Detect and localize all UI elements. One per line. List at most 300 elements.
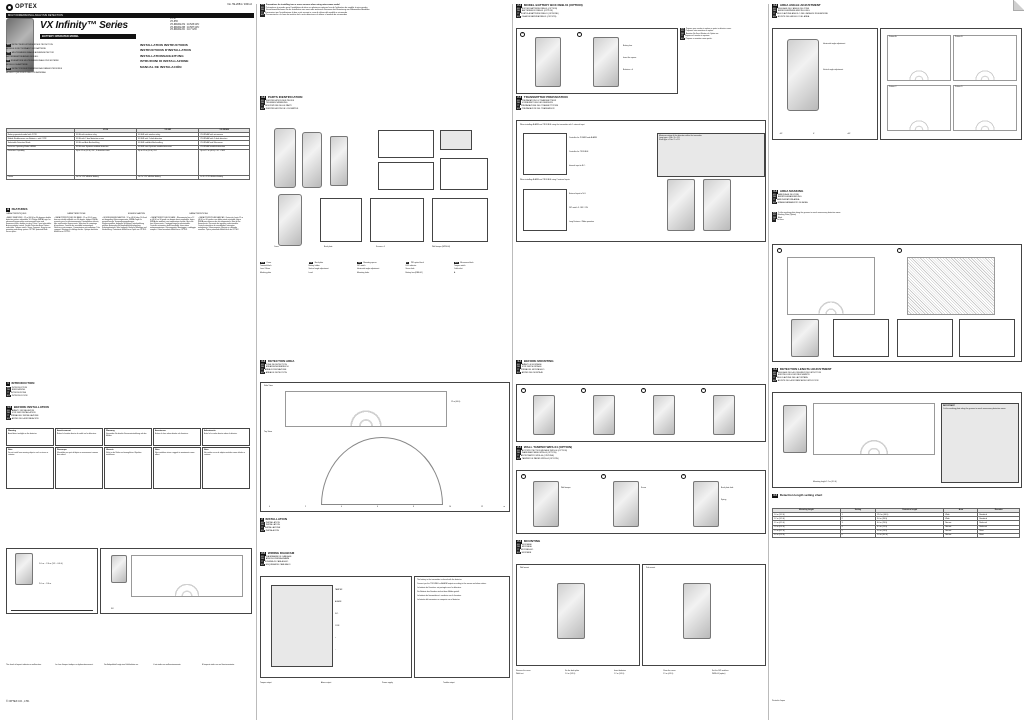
section-wall-tamper bbox=[516, 446, 764, 460]
s34r-sub-1: EINSTELLUNG DER REICHWEITE bbox=[777, 374, 810, 377]
flag-de: DE bbox=[261, 9, 264, 12]
section-3-4r-tag: 3-4 bbox=[773, 367, 778, 372]
flag-es: ES bbox=[517, 551, 520, 554]
bb-note-3: Preparare il monitor in opzione. bbox=[684, 35, 710, 38]
s32r-sub-1: BEREICHSWINKELEINSTELLUNG bbox=[777, 10, 810, 13]
model-note-2: MULTIDIMENSIONALER AUSSENDETEKTOR bbox=[11, 51, 54, 54]
flag-es: ES bbox=[773, 201, 776, 204]
features-col-3: • CARATTERISTICHE DI BASE : Rilevamento fino a 12 m (40 ft) su 90 gradi con doppio fascio regolabile, logica SMDA per ambienti con temperature elevate, filtro anti-luce fluorescente. Conteggio impulsi selezionabile. Controllo automatico della sensibilità. Interruttore antimanomissione. Ultracompatto. Montaggio e cablaggio semplici. Ottica brevettata Multi-Focus OPTEX. bbox=[150, 216, 196, 232]
spec-val: VX-IHR and Anti-Backwalking bbox=[137, 141, 199, 145]
section-2-3-tag: 2-3 bbox=[517, 95, 522, 100]
s33-sub-2: AREA DI RILEVAZIONE bbox=[264, 368, 287, 371]
transmitter-diagram-2 bbox=[523, 189, 567, 231]
battery-box-body bbox=[535, 37, 561, 87]
s32-sub-1: TEILEBESCHREIBUNG bbox=[265, 102, 288, 105]
spec-val: Lo 4 x 1.5V alkaline battery bbox=[137, 175, 199, 179]
part-label-screws: Screws x 4 bbox=[376, 246, 385, 248]
wiring-legend-1: Alarm output bbox=[321, 682, 332, 684]
precautions-title: Precautions for installing two or more sensors when using micro-wave model bbox=[265, 4, 340, 6]
warn-card-title: Avertissement bbox=[57, 430, 71, 432]
note-card-title: Hinweis bbox=[106, 449, 114, 451]
angle-vert-label: Vertical angle adjustment bbox=[823, 69, 844, 71]
range-label: 12 m (40 ft) bbox=[451, 401, 461, 403]
length-height-label: Mounting height 1.2 m (3.9 ft) bbox=[813, 480, 837, 483]
model-1: VX-IHR bbox=[170, 20, 178, 23]
s44-sub-2: PRIMA DEL MONTAGGIO bbox=[520, 368, 545, 371]
pole-mount-figure bbox=[100, 548, 252, 614]
s32r-sub-3: AJUSTE DEL ÁNGULO DEL ÁREA bbox=[777, 15, 810, 18]
s24-sub-0: AUTOPROTECTION MURALE WRS-04 (OPTION) bbox=[521, 449, 567, 452]
flag-de: DE bbox=[261, 558, 264, 561]
optex-logomark bbox=[6, 4, 13, 11]
s32-sub-3: IDENTIFICACIÓN DE LOS PARTES bbox=[265, 107, 299, 110]
step-2-badge: 2 bbox=[577, 32, 582, 37]
lc-cell: Narrow bbox=[944, 521, 978, 525]
flag-it: IT bbox=[7, 414, 9, 417]
note-card-title: Note bbox=[8, 449, 13, 451]
warn-card-title: Avvertenza bbox=[155, 430, 166, 432]
features-col-2: • GRUNDEIGENSCHAFTEN : 12 m (40 ft) über 90 Grad mit doppeltem Erfassungsmuster, SMDA-Logik für anspruchsvolle Temperaturumgebungen, Fluoreszenzfilter, doppelte Schaltung. Impulszählung wählbar. Automatische Empfindlichkeitsregelung. Sabotagekontakt. Sehr kompakt. Einfache Montage und Verdrahtung. Patentierte Multi-Focus Optik von OPTEX. bbox=[102, 216, 147, 232]
legend-item: Tamper switch bbox=[454, 265, 466, 268]
s33r-sub-0: MASQUAGE DE ZONE bbox=[777, 193, 799, 196]
spec-col-2: VX-IHR bbox=[137, 129, 199, 133]
spec-val: VX-IH area Systems enabled detection bbox=[75, 145, 137, 149]
flag-fr: FR bbox=[261, 99, 264, 102]
pattern-b-fan bbox=[953, 35, 1017, 81]
note-card-body: N'installez pas près d'objets en mouvement comme des arbres. bbox=[57, 451, 98, 456]
wiring-legend-0: Tamper output bbox=[260, 682, 272, 684]
flag-it: IT bbox=[773, 219, 775, 222]
detection-pattern-figure bbox=[260, 382, 510, 512]
mask-plate-detail bbox=[833, 319, 889, 357]
pattern-label-b: Pattern B bbox=[955, 36, 963, 38]
brand-name: OPTEX bbox=[15, 4, 38, 10]
s15-sub-1: VOR DER INSTALLATION bbox=[11, 412, 36, 415]
step-badge: 4 bbox=[701, 388, 706, 393]
lc-col-4: Remarks bbox=[978, 509, 1020, 513]
masking-figure bbox=[772, 244, 1022, 362]
battery-label-1: Insert the spacer bbox=[623, 57, 637, 59]
warn-card bbox=[153, 428, 201, 446]
lc-cell: Reduced bbox=[978, 525, 1020, 529]
terminal-5: − bbox=[335, 649, 337, 651]
section-detection-length bbox=[772, 368, 1020, 382]
unit-m: m bbox=[503, 505, 505, 508]
flag-es: ES bbox=[455, 262, 458, 264]
spec-label: Mobile Nordframmen vor Batterie + with 2 PIR bbox=[7, 137, 75, 141]
masking-sub-1: Mask bbox=[777, 216, 783, 219]
mount-height-1: 1.2 m (3.9 ft) bbox=[614, 673, 625, 676]
spec-val: Lo 4 x 1.5V alkaline battery bbox=[199, 175, 250, 179]
part-terminal-block bbox=[378, 162, 434, 190]
s33r-sub-2: MASCHERATURA AREA bbox=[776, 198, 800, 201]
mount-step-2-img bbox=[593, 395, 615, 435]
column-4 bbox=[768, 0, 1024, 724]
tick-4: 8 bbox=[413, 505, 414, 508]
flag-it: IT bbox=[261, 560, 263, 563]
lc-col-1: Setting bbox=[840, 509, 875, 513]
part-dipswitch-detail bbox=[370, 198, 424, 242]
flag-it: IT bbox=[773, 12, 775, 15]
s33-sub-3: ÁREA DE DETECCIÓN bbox=[265, 371, 287, 374]
transmitter-opt-3: External input to N.O. bbox=[569, 193, 587, 195]
part-battery-holder bbox=[440, 130, 472, 150]
part-backplate bbox=[330, 136, 348, 186]
length-chart-table bbox=[772, 508, 1020, 538]
model-note-3: BATTERIEBETRIEBENES MODELL bbox=[6, 55, 39, 58]
model-band: BATTERY OPERATED MODEL bbox=[40, 34, 136, 39]
warn-card-body: Vermeiden Sie direkte Sonneneinstrahlung auf den Melder. bbox=[106, 432, 147, 437]
spec-label: Detection Capability bbox=[7, 149, 75, 175]
section-2-2-title: MODEL BATTERY BOX RBB-01 (OPTION) bbox=[523, 3, 583, 7]
mount-step-1-img bbox=[533, 395, 555, 435]
flag-fr: FR bbox=[517, 449, 520, 452]
mask-cut-detail bbox=[897, 319, 953, 357]
tick-6: 12 bbox=[481, 505, 483, 508]
flag-fr: FR bbox=[261, 363, 264, 366]
flag-it: IT bbox=[517, 104, 519, 107]
wiring-board bbox=[271, 585, 333, 667]
mount-pole-device bbox=[683, 583, 711, 639]
warn-card-body: Evitare la luce solare diretta sul rilevatore. bbox=[155, 432, 189, 435]
section-4-4-tag: 4-4 bbox=[517, 359, 522, 364]
tamper-label-0: Wall tamper bbox=[561, 487, 571, 489]
mounting-legend bbox=[516, 670, 764, 675]
flag-it: IT bbox=[681, 35, 683, 38]
features-col-0: • BASIC FEATURES : 12 m (40 ft) by 90 degrees double detection pattern adjustable, 4-5 Range SMDA Logic for advanced temperature environmental noise and fluorescent filter, double circuitry. Pulse Count selectable. Auto-sensitivity control. Double Detection Area Pattern selectable. Tamper switch. Super Compact. Easy-to-use mounting and wiring system. OPTEX patented Multi-Focus optics. bbox=[6, 216, 52, 234]
flag-es: ES bbox=[7, 394, 10, 397]
bb-note-1: Préparez votre moniteur en option. bbox=[685, 30, 714, 33]
warn-card bbox=[55, 428, 103, 446]
mount-caption-0: Wall mount bbox=[520, 567, 529, 569]
section-2-6-tag: 2-6 bbox=[517, 539, 522, 544]
flag-es: ES bbox=[773, 15, 776, 18]
section-3-3r-tag: 3-3 bbox=[773, 189, 778, 194]
pattern-label-a: Pattern A bbox=[889, 36, 897, 38]
battery-label-3: Batteries x 4 bbox=[623, 69, 633, 71]
tamper-step-badge: 1 bbox=[521, 474, 526, 479]
flag-de: DE bbox=[517, 102, 520, 105]
spec-val: VX-IRDAM and Microwave bbox=[199, 141, 250, 145]
note-card bbox=[6, 447, 54, 489]
tamper-label-3: Spring bbox=[721, 499, 727, 501]
transmitter-opt-2: Internal input to N.C. bbox=[569, 165, 586, 167]
legend-item: Masking plate bbox=[260, 271, 272, 274]
spec-val: VX-IRDAM enabled detection bbox=[199, 145, 250, 149]
model-list bbox=[170, 18, 250, 32]
transmitter-figure bbox=[516, 120, 766, 242]
tick-0: 0 bbox=[269, 505, 270, 508]
parts-legend bbox=[260, 262, 508, 274]
precautions-block bbox=[260, 4, 508, 17]
terminal-0: TAMPER bbox=[335, 589, 343, 591]
flag-en: EN bbox=[261, 4, 264, 6]
flag-it: IT bbox=[517, 454, 519, 457]
spec-val: VX-IH with wireless relay bbox=[75, 133, 137, 137]
warn-card bbox=[6, 428, 54, 446]
features-title: FEATURES bbox=[11, 207, 28, 211]
manual-title-1: INSTRUCTIONS D'INSTALLATION bbox=[140, 48, 191, 53]
mask-install-detail bbox=[959, 319, 1015, 357]
lc-cell: Short bbox=[978, 533, 1020, 537]
section-parts-identification bbox=[260, 96, 508, 110]
s44-sub-1: VOR DER MONTAGE bbox=[521, 366, 542, 369]
legend-item: Back plate bbox=[314, 262, 324, 264]
section-mounting bbox=[516, 540, 764, 554]
section-transmitter-preparation bbox=[516, 96, 764, 110]
step-badge: 3 bbox=[641, 388, 646, 393]
flag-fr: FR bbox=[7, 386, 10, 389]
lc-col-2: Detection length bbox=[876, 509, 944, 513]
section-2-5-tag: 2-5 bbox=[261, 551, 266, 556]
length-fan bbox=[813, 403, 935, 455]
mask-device-img bbox=[791, 319, 819, 357]
flag-es: ES bbox=[681, 37, 684, 40]
flag-fr: FR bbox=[517, 363, 520, 366]
section-1-5-title: BEFORE INSTALLATION bbox=[13, 405, 49, 409]
bb-note-2: Bereiten Sie Ihren Monitor als Option vor. bbox=[685, 32, 719, 35]
flag-es: ES bbox=[517, 371, 520, 374]
transmitter-note-1: Long type = 15m / 5 = 1/3 bbox=[659, 137, 680, 140]
spec-label: Power bbox=[7, 175, 75, 179]
model-note-6: DETECTOR MULTIDIMENSIONAL PARA EXTERIORES bbox=[11, 67, 63, 70]
s25-sub-1: ANSCHLUSSDIAGRAMM bbox=[265, 558, 290, 561]
flag-fr: FR bbox=[309, 262, 313, 264]
note-card bbox=[153, 447, 201, 489]
precaution-0: Précautions à prendre pour l'installation de deux ou plusieurs capteurs lors de l'utilisation du modèle à micro-ondes bbox=[265, 6, 368, 9]
angle-horiz-label: Horizontal angle adjustment bbox=[823, 43, 846, 45]
legend-item: Screw hole bbox=[405, 268, 415, 271]
wiring-note-0: The battery in the transmitter is shared with the detector. bbox=[417, 579, 462, 581]
tamper-note-0: WRS-04 (option) bbox=[712, 673, 726, 676]
flag-es: ES bbox=[7, 67, 10, 70]
wiring-note-2: La batterie de l'émetteur est partagée avec le détecteur. bbox=[417, 587, 462, 590]
note-card-title: Remarque bbox=[57, 449, 67, 451]
lc-cell: Short bbox=[978, 529, 1020, 533]
legend-item: Lens / Mirror bbox=[260, 268, 271, 271]
lc-cell: Narrow bbox=[944, 525, 978, 529]
warn-card-title: Warnung bbox=[106, 430, 115, 432]
length-device-img bbox=[783, 405, 807, 453]
pattern-label-d: Pattern D bbox=[955, 86, 963, 88]
flag-es: ES bbox=[261, 14, 264, 17]
section-1-title: INTRODUCTION bbox=[11, 381, 35, 385]
lc-cell: 1.5 m (4.9 ft) bbox=[773, 521, 841, 525]
s24-sub-3: TAMPER DE PARED WRS-04 (OPCIÓN) bbox=[521, 457, 559, 460]
model-note-4: RILEVATORE MULTIDIMENSIONALE PER ESTERNI bbox=[10, 59, 59, 62]
flag-de: DE bbox=[773, 196, 776, 199]
section-1-sub-2: INTRODUZIONE bbox=[10, 391, 27, 394]
lc-cell: 6.0 m (20 ft) bbox=[876, 521, 944, 525]
legend-item: Cover bbox=[266, 262, 272, 264]
flag-de: DE bbox=[261, 102, 264, 105]
step-badge: 2 bbox=[581, 388, 586, 393]
transmitter-opt-0: Controller for POWER and ALARM bbox=[569, 137, 597, 139]
flag-de: DE bbox=[517, 10, 520, 13]
part-masking-plate bbox=[320, 198, 362, 242]
flag-es: ES bbox=[7, 417, 10, 420]
footer-left: © OPTEX CO., LTD. bbox=[6, 700, 30, 703]
s26-sub-0: MONTAGE bbox=[521, 543, 532, 546]
lc-cell: 12.0 m (40 ft) bbox=[876, 513, 944, 517]
legend-item: Battery box (RBB-01) bbox=[405, 271, 423, 274]
section-area-masking bbox=[772, 190, 1020, 204]
s33r-sub-1: BEREICHSMASKIERUNG bbox=[777, 196, 802, 199]
mount-dim-1: 2.0 m – 3.0 m bbox=[39, 583, 52, 585]
wiring-note-4: La batteria del trasmettitore è condivisa con il rilevatore. bbox=[417, 595, 462, 598]
terminal-3: COM bbox=[335, 625, 340, 627]
lc-cell: 2 bbox=[840, 517, 875, 521]
terminal-1: ALARM bbox=[335, 601, 342, 603]
spec-label: Selectable Detection Mode bbox=[7, 141, 75, 145]
flag-it: IT bbox=[261, 526, 263, 529]
flag-it: IT bbox=[7, 59, 9, 62]
mask-fan-after bbox=[907, 257, 995, 315]
section-2-4-tag: 2-4 bbox=[517, 445, 522, 450]
pattern-label-c: Pattern C bbox=[889, 86, 897, 88]
important-label: IMPORTANT bbox=[943, 405, 955, 407]
before-install-cards bbox=[6, 428, 250, 489]
features-head-it: CARATTERISTICHE bbox=[67, 212, 86, 215]
battery-box-notes bbox=[680, 28, 764, 40]
flag-it: IT bbox=[517, 548, 519, 551]
wiring-legend bbox=[260, 682, 508, 684]
flag-it: IT bbox=[406, 262, 409, 264]
legend-item: A bbox=[454, 271, 456, 274]
section-2-4-title: WALL TAMPER WRS-04 (OPTION) bbox=[523, 445, 573, 449]
spec-val: Lo 4 x 1.5V alkaline battery bbox=[75, 175, 137, 179]
step-1-badge: 1 bbox=[520, 32, 525, 37]
section-installation bbox=[260, 518, 508, 532]
s2-sub-3: INSTALACIÓN bbox=[265, 529, 279, 532]
lc-cell: 6 bbox=[840, 533, 875, 537]
section-3-3r-title: AREA MASKING bbox=[779, 189, 804, 193]
s22-sub-3: CAJA DE BATERÍA RBB-01 (OPCIÓN) bbox=[521, 15, 557, 18]
side-view-label: Side View bbox=[264, 385, 273, 387]
lc-cell: 3.0 m (9.8 ft) bbox=[773, 533, 841, 537]
flag-it: IT bbox=[773, 198, 775, 201]
flag-it: IT bbox=[517, 12, 519, 15]
table-row bbox=[773, 533, 1020, 537]
s33r-sub-3: ENMASCARAMIENTO DE ÁREA bbox=[777, 201, 808, 204]
manual-title-4: MANUAL DE INSTALACIÓN bbox=[140, 64, 182, 69]
section-2-title: INSTALLATION bbox=[265, 517, 287, 521]
flag-fr: FR bbox=[517, 99, 520, 102]
transmitter-opt-5: Long Distance / Wide operation bbox=[569, 221, 595, 223]
s44-sub-0: AVANT LE MONTAGE bbox=[521, 363, 542, 366]
lc-cell: 1.0 m (3.3 ft) bbox=[773, 513, 841, 517]
lc-cell: Wide bbox=[944, 513, 978, 517]
tick-2: 4 bbox=[341, 505, 342, 508]
mount-caption-6: Set the DIP switches bbox=[712, 670, 729, 672]
flag-es: ES bbox=[517, 15, 520, 18]
before-mounting-figure bbox=[516, 384, 766, 442]
flag-es: ES bbox=[517, 107, 520, 110]
s44-sub-3: ANTES DEL MONTAJE bbox=[521, 371, 543, 374]
flag-de: DE bbox=[7, 389, 10, 392]
spec-val: VX-IHR with 2 dual detection bbox=[137, 137, 199, 141]
wiring-note-5: La batería del transmisor se comparte con el detector. bbox=[417, 599, 460, 602]
section-2-3-title: TRANSMITTER PREPARATION bbox=[523, 95, 568, 99]
section-2-2-tag: 2-2 bbox=[517, 3, 522, 8]
flag-es: ES bbox=[261, 371, 264, 374]
angle-h-1: 0° bbox=[813, 132, 815, 135]
section-2-number: 2 bbox=[261, 517, 263, 522]
before-install-footnotes bbox=[6, 664, 250, 666]
note-card-body: Non installare vicino a oggetti in movimento come alberi. bbox=[155, 451, 195, 456]
part-optics bbox=[302, 132, 322, 188]
spec-val: VX-IH with 2 dual detection areas bbox=[75, 137, 137, 141]
s15-sub-2: PRIMA DELL'INSTALLAZIONE bbox=[10, 414, 39, 417]
model-note-1: MODELE FONCTIONNANT SUR BATTERIE bbox=[6, 48, 46, 50]
spec-val: VX-IRDAM with 2 dual detection bbox=[199, 137, 250, 141]
note-card-body: Nicht in der Nähe von beweglichen Objekten installieren. bbox=[106, 451, 142, 456]
flag-de: DE bbox=[773, 216, 776, 219]
model-4: VX-IRDAM-XC : 10.7 GHz bbox=[170, 29, 197, 32]
section-wiring-diagram bbox=[260, 552, 508, 566]
flag-fr: FR bbox=[517, 543, 520, 546]
section-3-5r-tag: 3-5 bbox=[773, 493, 778, 498]
flag-fr: FR bbox=[261, 521, 264, 524]
section-3-2r-tag: 3-2 bbox=[773, 3, 778, 8]
section-3-3-tag: 3-3 bbox=[261, 359, 266, 364]
legend-item: Vertical angle adjustment bbox=[308, 268, 329, 271]
section-1-sub-3: INTRODUCCIÓN bbox=[11, 394, 28, 397]
transmitter-q1: When installing ALARM and TROUBLE using the transmitter with 1 external input bbox=[520, 124, 585, 126]
flag-fr: FR bbox=[773, 7, 776, 10]
s24-sub-1: WANDSABOTAGE WRS-04 (OPTION) bbox=[521, 452, 557, 455]
tamper-step-3-img bbox=[693, 481, 719, 527]
s23-sub-3: PREPARACIÓN DEL TRANSMISOR bbox=[521, 107, 555, 110]
model-0: VX-IH bbox=[170, 18, 177, 20]
masking-sub-2: Cut here bbox=[776, 219, 784, 222]
section-1-number: 1 bbox=[7, 381, 9, 386]
flag-de: DE bbox=[7, 412, 10, 415]
model-2: VX-IRDAM-XS : 10.525 GHz bbox=[170, 23, 200, 26]
flag-it: IT bbox=[7, 391, 9, 394]
section-1-sub-0: INTRODUCTION bbox=[11, 386, 28, 389]
product-subtitle: MULTI DIMENSIONAL ANALYSIS DETECTION bbox=[6, 13, 254, 18]
top-view-fan bbox=[321, 437, 443, 505]
s32r-sub-2: REGOLAZIONE ANGOLO DELL'AREA DI RILEVAZIONE bbox=[776, 12, 828, 15]
section-before-installation bbox=[6, 406, 250, 420]
s25-sub-2: SCHEMA DI CABLAGGIO bbox=[264, 560, 289, 563]
s24-sub-2: ANTISTRAPPO WRS-04 (OPZIONE) bbox=[520, 454, 554, 457]
mount-height-2: 1.5 m (4.9 ft) bbox=[663, 673, 674, 676]
lc-cell: Standard bbox=[978, 513, 1020, 517]
lc-cell: 9.0 m (30 ft) bbox=[876, 517, 944, 521]
footnote-3: L'urto indica un malfunzionamento. bbox=[153, 664, 181, 666]
model-note-5: MODELLO A BATTERIE bbox=[6, 63, 28, 66]
lc-cell: 4.5 m (15 ft) bbox=[876, 525, 944, 529]
flag-de: DE bbox=[517, 366, 520, 369]
tamper-step-badge: 3 bbox=[681, 474, 686, 479]
section-3-3-title: DETECTION AREA bbox=[267, 359, 295, 363]
manual-title-2: INSTALLATIONSANLEITUNG bbox=[140, 53, 184, 58]
mount-step-4-img bbox=[713, 395, 735, 435]
features-marker: ■ bbox=[7, 207, 9, 212]
wiring-notes bbox=[414, 576, 510, 678]
terminal-2: N.C. bbox=[335, 613, 339, 615]
top-view-label: Top View bbox=[264, 431, 273, 433]
section-1-5-tag: 1-5 bbox=[7, 405, 12, 410]
mount-height-0: 1.0 m (3.3 ft) bbox=[565, 673, 576, 676]
s34r-sub-2: REGOLAZIONE DELLA PORTATA bbox=[776, 376, 808, 379]
flag-fr: FR bbox=[261, 6, 264, 9]
spec-val: VX-IRDAM with microwave bbox=[199, 133, 250, 137]
section-3-2-tag: 3-2 bbox=[261, 95, 266, 100]
transmitter-diagram-1 bbox=[523, 133, 567, 175]
